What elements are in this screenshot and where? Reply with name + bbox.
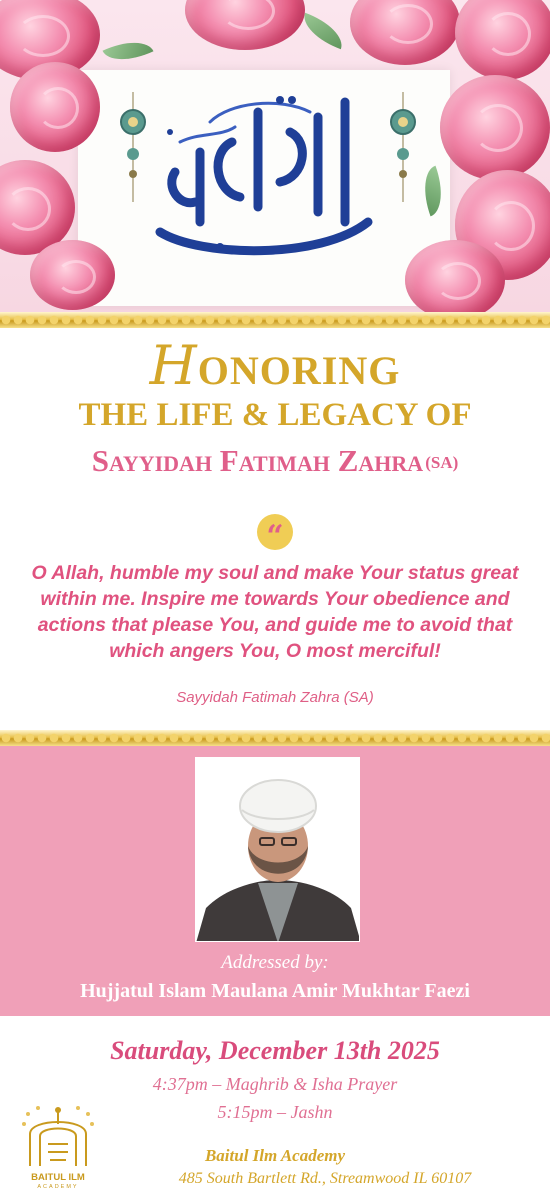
quote-icon: “ (257, 514, 293, 550)
quote-author: Sayyidah Fatimah Zahra (SA) (176, 689, 374, 706)
rose-decoration (30, 240, 115, 310)
venue-address: 485 South Bartlett Rd., Streamwood IL 60107 (178, 1170, 472, 1187)
academy-logo (18, 1104, 98, 1196)
rose-decoration (440, 75, 550, 180)
rose-decoration (455, 0, 550, 80)
speaker-portrait (195, 757, 360, 942)
rose-decoration (10, 62, 100, 152)
addressed-by-label: Addressed by: (221, 952, 329, 973)
schedule-item-prayer: 4:37pm – Maghrib & Isha Prayer (152, 1074, 398, 1094)
venue-name: Baitul Ilm Academy (204, 1146, 346, 1165)
gold-border-bottom (0, 730, 550, 746)
academy-logo-mark (18, 1104, 98, 1172)
speaker-name: Hujjatul Islam Maulana Amir Mukhtar Faezi (80, 980, 470, 1002)
leaf-decoration (298, 13, 349, 49)
event-date: Saturday, December 13th 2025 (110, 1036, 440, 1065)
honoree-suffix: (SA) (425, 453, 459, 472)
headline-honoring-rest: ONORING (197, 348, 401, 393)
arabic-calligraphy (140, 82, 390, 272)
hero-image (0, 0, 550, 312)
leaf-decoration (103, 31, 154, 70)
rose-decoration (185, 0, 305, 50)
academy-logo-name: BAITUL ILM (31, 1172, 85, 1183)
rose-decoration (405, 240, 505, 312)
rose-decoration (350, 0, 460, 65)
speaker-photo (196, 758, 360, 942)
gold-border-top (0, 312, 550, 328)
headline (0, 334, 550, 485)
quote-text: O Allah, humble my soul and make Your status great within me. Inspire me towards Your obedience and actions that please You, and guide me to avoid that which angers You, O most merciful! (31, 562, 519, 662)
headline-honoring (0, 334, 550, 397)
academy-logo-sub: ACADEMY (37, 1184, 79, 1190)
ornament-icon (388, 92, 418, 202)
headline-honoree (0, 439, 550, 485)
schedule-item-jashn: 5:15pm – Jashn (217, 1102, 333, 1122)
headline-initial: H (149, 334, 198, 397)
headline-subtitle: THE LIFE & LEGACY OF (78, 397, 472, 433)
honoree-name: Sayyidah Fatimah Zahra (91, 443, 424, 478)
